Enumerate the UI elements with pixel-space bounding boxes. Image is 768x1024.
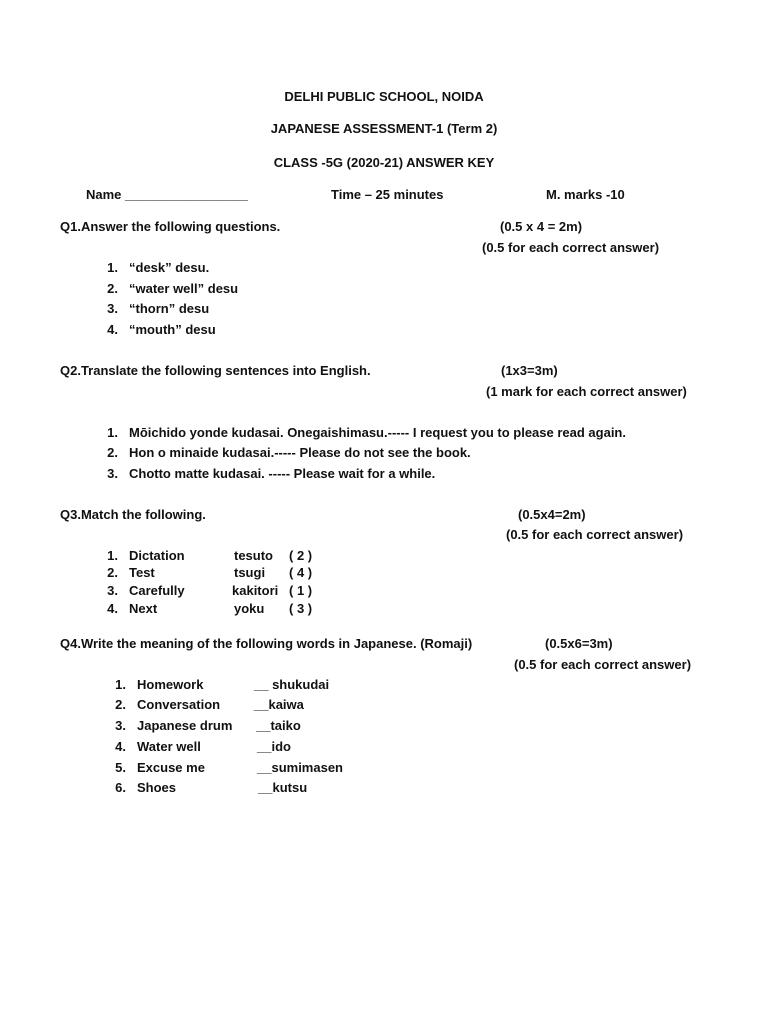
- list-number: 1.: [107, 260, 118, 275]
- list-item: “water well” desu: [129, 281, 239, 296]
- word-english: Shoes: [137, 780, 177, 795]
- list-number: 2.: [107, 281, 118, 296]
- match-english: Next: [129, 601, 158, 616]
- list-item: Chotto matte kudasai. ----- Please wait for a while.: [129, 466, 436, 481]
- q3-marks: (0.5x4=2m): [518, 507, 586, 522]
- match-japanese: tsugi: [234, 565, 266, 580]
- list-number: 4.: [107, 322, 118, 337]
- match-english: Dictation: [129, 548, 185, 563]
- word-romaji: __kutsu: [258, 780, 308, 795]
- list-number: 4.: [115, 739, 126, 754]
- match-answer: ( 4 ): [289, 565, 313, 580]
- list-item: “thorn” desu: [129, 301, 210, 316]
- q2-marks-note: (1 mark for each correct answer): [486, 384, 687, 399]
- word-english: Excuse me: [137, 760, 205, 775]
- word-romaji: __kaiwa: [254, 697, 304, 712]
- word-romaji: __taiko: [256, 718, 301, 733]
- list-number: 2.: [115, 697, 126, 712]
- word-romaji: __ido: [257, 739, 291, 754]
- list-item: Hon o minaide kudasai.----- Please do not see the book.: [129, 445, 471, 460]
- match-japanese: yoku: [234, 601, 265, 616]
- list-number: 2.: [107, 565, 118, 580]
- match-answer: ( 1 ): [289, 583, 313, 598]
- match-japanese: kakitori: [232, 583, 279, 598]
- list-number: 4.: [107, 601, 118, 616]
- list-item: Mōichido yonde kudasai. Onegaishimasu.----- I request you to please read again.: [129, 425, 626, 440]
- q4-heading: Q4.Write the meaning of the following words in Japanese. (Romaji): [60, 636, 473, 651]
- class-line: CLASS -5G (2020-21) ANSWER KEY: [273, 155, 495, 170]
- match-english: Carefully: [129, 583, 185, 598]
- list-number: 3.: [107, 583, 118, 598]
- list-number: 2.: [107, 445, 118, 460]
- list-number: 6.: [115, 780, 126, 795]
- school-name: DELHI PUBLIC SCHOOL, NOIDA: [284, 89, 484, 104]
- q1-marks: (0.5 x 4 = 2m): [500, 219, 583, 234]
- word-english: Conversation: [137, 697, 221, 712]
- q2-marks: (1x3=3m): [501, 363, 558, 378]
- assessment-title: JAPANESE ASSESSMENT-1 (Term 2): [270, 121, 498, 136]
- q3-heading: Q3.Match the following.: [60, 507, 206, 522]
- q4-marks-note: (0.5 for each correct answer): [514, 657, 692, 672]
- list-number: 3.: [107, 301, 118, 316]
- time-limit: Time – 25 minutes: [331, 187, 444, 202]
- list-item: “desk” desu.: [129, 260, 210, 275]
- q2-heading: Q2.Translate the following sentences into English.: [60, 363, 371, 378]
- word-romaji: __ shukudai: [254, 677, 330, 692]
- word-english: Water well: [137, 739, 201, 754]
- match-answer: ( 3 ): [289, 601, 313, 616]
- word-english: Japanese drum: [137, 718, 233, 733]
- match-japanese: tesuto: [234, 548, 273, 563]
- list-number: 1.: [115, 677, 126, 692]
- max-marks: M. marks -10: [546, 187, 625, 202]
- name-field: Name _________________: [86, 187, 248, 202]
- list-number: 3.: [107, 466, 118, 481]
- match-english: Test: [129, 565, 155, 580]
- list-number: 1.: [107, 548, 118, 563]
- word-english: Homework: [137, 677, 204, 692]
- word-romaji: __sumimasen: [257, 760, 343, 775]
- match-answer: ( 2 ): [289, 548, 313, 563]
- list-number: 3.: [115, 718, 126, 733]
- list-item: “mouth” desu: [129, 322, 216, 337]
- q4-marks: (0.5x6=3m): [545, 636, 613, 651]
- list-number: 1.: [107, 425, 118, 440]
- q1-marks-note: (0.5 for each correct answer): [482, 240, 660, 255]
- q1-heading: Q1.Answer the following questions.: [60, 219, 281, 234]
- list-number: 5.: [115, 760, 126, 775]
- q3-marks-note: (0.5 for each correct answer): [506, 527, 684, 542]
